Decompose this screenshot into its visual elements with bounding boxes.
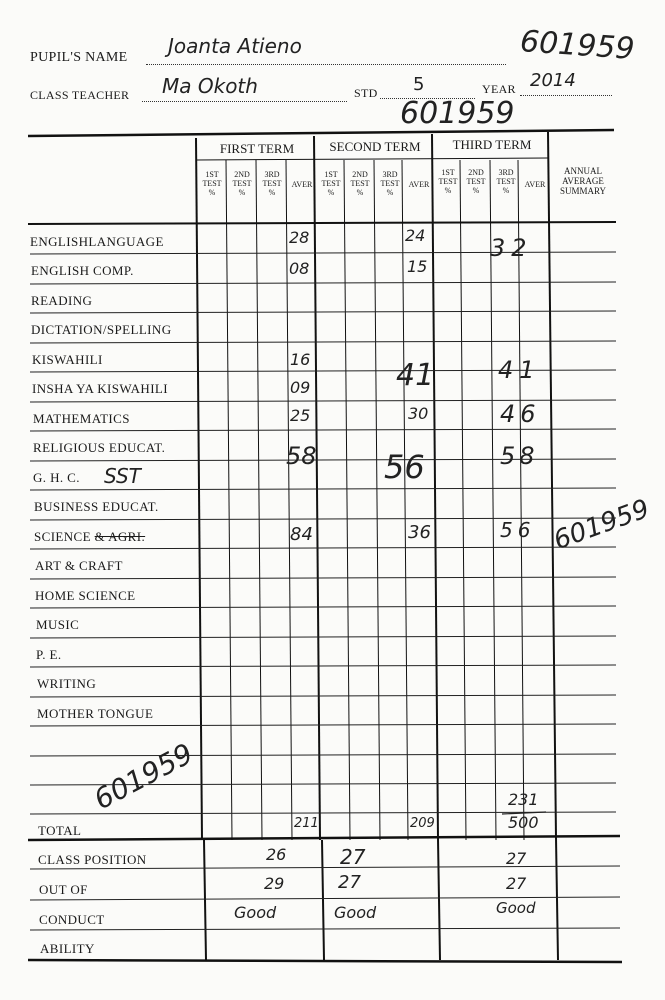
mark-english-term1: 28 — [289, 228, 310, 247]
mark-comp-term1: 08 — [289, 259, 310, 278]
subject-ghc: G. H. C. — [33, 470, 80, 485]
out-of-term2: 27 — [338, 872, 361, 893]
t3-test1-header: 1ST TEST % — [438, 168, 458, 195]
class-position-term1: 26 — [266, 845, 287, 864]
stamp-number-under-header: 601959 — [400, 96, 515, 131]
out-of-term3: 27 — [506, 874, 527, 893]
mark-insha-term1: 09 — [290, 378, 311, 397]
t1-test2-header: 2ND TEST % — [232, 170, 252, 197]
mark-religious-term1: 58 — [286, 442, 317, 470]
subject-insha: INSHA YA KISWAHILI — [32, 381, 168, 396]
t1-test1-header: 1ST TEST % — [202, 170, 222, 197]
mark-comp-term2: 15 — [407, 257, 428, 276]
subject-mathematics: MATHEMATICS — [33, 411, 130, 426]
t2-aver-header: AVER — [408, 180, 430, 189]
t2-test2-header: 2ND TEST % — [350, 170, 370, 197]
total-term2: 209 — [410, 816, 435, 831]
t2-test3-header: 3RD TEST % — [380, 170, 400, 197]
second-term-header: SECOND TERM — [329, 139, 421, 154]
subject-religious: RELIGIOUS EDUCAT. — [33, 440, 166, 455]
mark-kiswahili-term1: 16 — [290, 350, 311, 369]
total-term3-denominator: 500 — [508, 813, 539, 832]
mark-kiswahili-term3: 41 — [498, 356, 541, 384]
mark-religious-term3: 58 — [500, 442, 539, 470]
row-ability-label: ABILITY — [40, 941, 95, 956]
pupil-name-label: PUPIL'S NAME — [30, 50, 128, 65]
t1-test3-header: 3RD TEST % — [262, 170, 282, 197]
mark-religious-term2: 56 — [384, 448, 425, 486]
mark-math-term3: 46 — [500, 400, 541, 428]
year-label: YEAR — [482, 82, 516, 96]
t1-aver-header: AVER — [291, 180, 313, 189]
subject-english-language: ENGLISHLANGUAGE — [30, 234, 164, 249]
mark-english-term3: 32 — [490, 234, 533, 262]
subject-science-label: SCIENCE — [34, 529, 91, 544]
subject-mother-tongue: MOTHER TONGUE — [37, 706, 154, 721]
subject-pe: P. E. — [36, 647, 62, 662]
pupil-name-value: Joanta Atieno — [168, 34, 302, 58]
mark-science-term3: 56 — [500, 518, 536, 542]
conduct-term2: Good — [334, 903, 377, 922]
std-value: 5 — [413, 74, 425, 95]
class-teacher-value: Ma Okoth — [162, 74, 258, 98]
year-value: 2014 — [530, 70, 576, 91]
class-teacher-label: CLASS TEACHER — [30, 88, 130, 102]
mark-math-term2: 30 — [408, 404, 429, 423]
third-term-header: THIRD TERM — [452, 137, 532, 152]
row-total-label: TOTAL — [38, 823, 82, 838]
conduct-term3: Good — [496, 899, 536, 917]
subject-business: BUSINESS EDUCAT. — [34, 499, 159, 514]
t3-test3-header: 3RD TEST % — [496, 168, 516, 195]
total-term1: 211 — [294, 816, 319, 831]
first-term-header: FIRST TERM — [219, 141, 295, 156]
subject-reading: READING — [31, 293, 93, 308]
row-conduct-label: CONDUCT — [39, 912, 105, 927]
std-label: STD — [354, 86, 378, 100]
subject-science-struck: & AGRI. — [94, 529, 146, 544]
t2-test1-header: 1ST TEST % — [321, 170, 341, 197]
row-class-position-label: CLASS POSITION — [38, 852, 147, 867]
mark-english-term2: 24 — [405, 226, 426, 245]
mark-kiswahili-term2: 41 — [396, 358, 435, 393]
subject-home-science: HOME SCIENCE — [35, 588, 136, 603]
subject-art-craft: ART & CRAFT — [35, 558, 123, 573]
subject-ghc-handwritten: SST — [104, 464, 141, 488]
conduct-term1: Good — [234, 903, 277, 922]
out-of-term1: 29 — [264, 874, 285, 893]
mark-science-term2: 36 — [408, 522, 431, 543]
subject-music: MUSIC — [36, 617, 80, 632]
stamp-number-top-right: 601959 — [518, 24, 636, 67]
subject-writing: WRITING — [37, 676, 97, 691]
subject-english-comp: ENGLISH COMP. — [31, 263, 134, 278]
annual-average-header: ANNUAL AVERAGE SUMMARY — [559, 166, 606, 196]
stamp-number-bottom-left: 601959 — [88, 736, 199, 817]
subject-kiswahili: KISWAHILI — [32, 352, 103, 367]
subject-dictation: DICTATION/SPELLING — [31, 322, 172, 337]
t3-aver-header: AVER — [524, 180, 546, 189]
stamp-number-right-margin: 601959 — [549, 493, 654, 557]
class-position-term2: 27 — [340, 845, 366, 869]
mark-science-term1: 84 — [290, 524, 313, 545]
class-position-term3: 27 — [506, 849, 527, 868]
total-term3-numerator: 231 — [508, 790, 539, 809]
subject-science — [34, 529, 145, 545]
t3-test2-header: 2ND TEST % — [466, 168, 486, 195]
mark-math-term1: 25 — [290, 406, 311, 425]
row-out-of-label: OUT OF — [39, 882, 88, 897]
